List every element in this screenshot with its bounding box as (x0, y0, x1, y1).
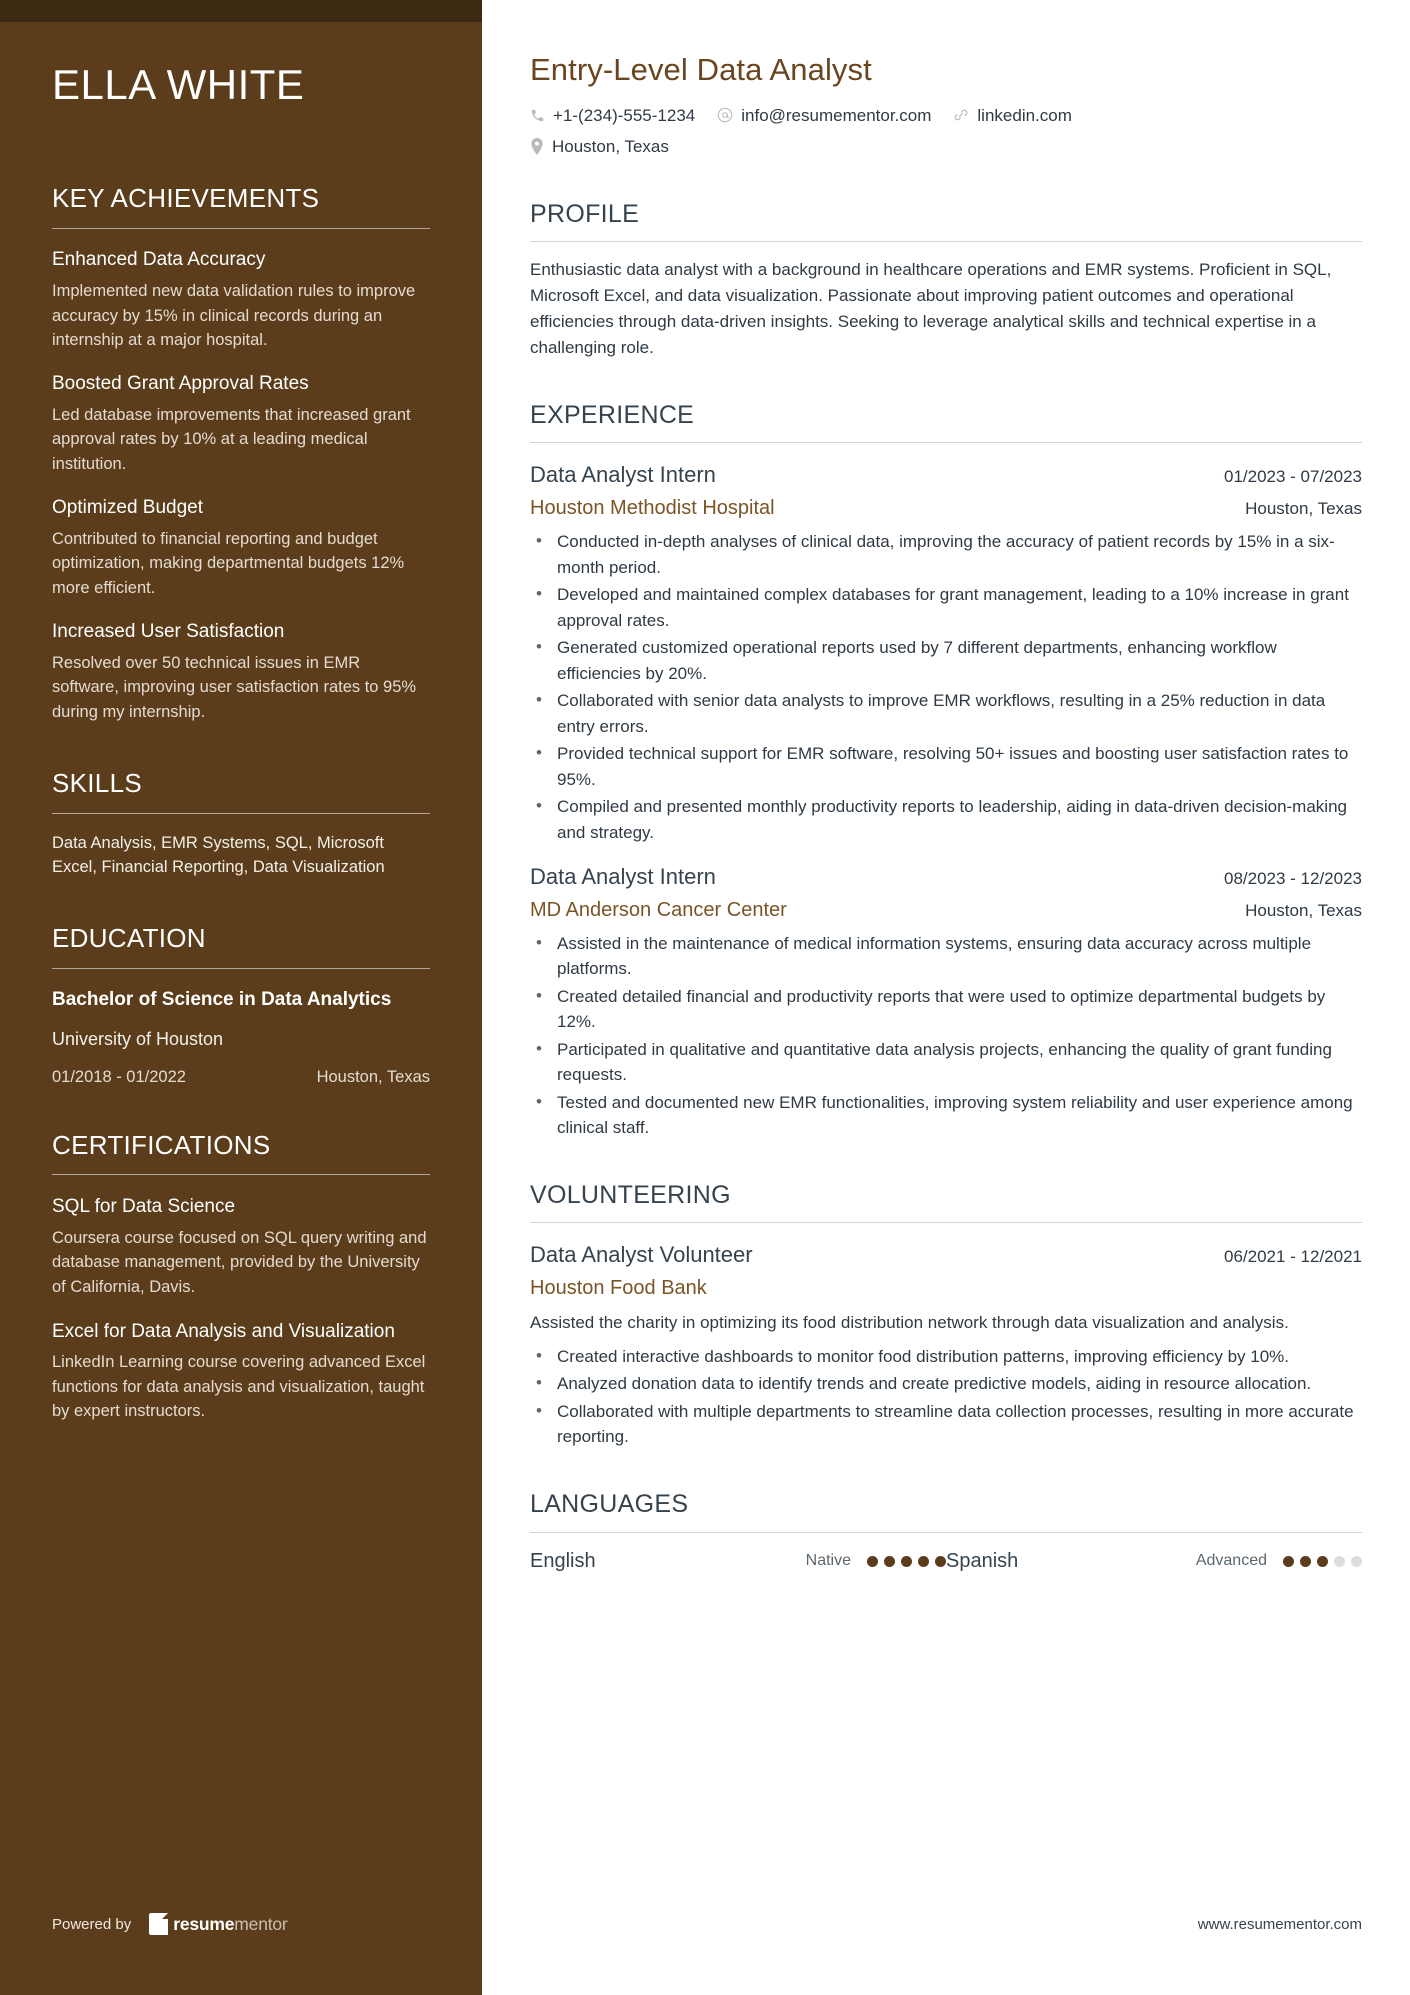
entry-dates: 01/2023 - 07/2023 (1223, 467, 1362, 487)
section-volunteering (530, 1181, 1362, 1450)
contact-link[interactable] (953, 103, 1072, 129)
entry-organization: Houston Food Bank (530, 1276, 707, 1299)
divider (530, 1222, 1362, 1223)
entry-subheader (530, 897, 1362, 923)
section-key-achievements (52, 184, 430, 725)
languages-heading: LANGUAGES (530, 1489, 689, 1518)
entry-role: Data Analyst Intern (530, 462, 716, 488)
bullet-item: • Assisted in the maintenance of medical information systems, ensuring data accuracy across multiple platforms. (530, 931, 1362, 982)
achievement-item (52, 248, 430, 353)
entry-subheader (530, 1275, 1362, 1301)
email-icon (717, 107, 733, 123)
entry-bullets (530, 931, 1362, 1141)
skills-list: Data Analysis, EMR Systems, SQL, Microsoft Excel, Financial Reporting, Data Visualization (52, 833, 385, 877)
certification-title: Excel for Data Analysis and Visualization (52, 1320, 395, 1342)
key-achievements-heading: KEY ACHIEVEMENTS (52, 183, 320, 214)
rating-dot-filled (884, 1556, 895, 1567)
bullet-item: • Developed and maintained complex databases for grant management, leading to a 10% increase in grant approval rates. (530, 582, 1362, 633)
language-level: Native (805, 1552, 851, 1570)
entry-organization: Houston Methodist Hospital (530, 497, 775, 520)
achievement-title: Boosted Grant Approval Rates (52, 373, 309, 395)
achievement-description: Led database improvements that increased grant approval rates by 10% at a leading medical institution. (52, 405, 411, 474)
sidebar-footer (52, 1913, 288, 1935)
education-location: Houston, Texas (316, 1067, 430, 1086)
main-content (482, 0, 1410, 1995)
logo-text-light: mentor (234, 1913, 288, 1934)
entry-dates: 06/2021 - 12/2021 (1223, 1247, 1362, 1267)
divider (530, 241, 1362, 242)
volunteering-heading: VOLUNTEERING (530, 1180, 731, 1209)
profile-heading: PROFILE (530, 199, 640, 228)
contact-location (530, 134, 1230, 160)
entry-location: Houston, Texas (1245, 900, 1362, 920)
bullet-item: • Compiled and presented monthly productivity reports to leadership, aiding in data-driven decision-making and strategy. (530, 794, 1362, 845)
contact-link-value: linkedin.com (977, 105, 1072, 125)
main-footer-website: www.resumementor.com (1197, 1916, 1362, 1933)
language-level: Advanced (1195, 1552, 1267, 1570)
certification-title: SQL for Data Science (52, 1196, 236, 1218)
bullet-item: • Generated customized operational reports used by 7 different departments, enhancing workflow efficiencies by 20%. (530, 635, 1362, 686)
divider (52, 968, 430, 969)
rating-dot-empty (1334, 1556, 1345, 1567)
link-icon (953, 107, 969, 123)
entry-dates: 08/2023 - 12/2023 (1223, 869, 1362, 889)
languages-row (530, 1550, 1362, 1573)
entry-bullets (530, 1344, 1362, 1450)
location-pin-icon (530, 138, 544, 155)
contact-phone-value: +1-(234)-555-1234 (553, 105, 696, 125)
certification-item (52, 1319, 430, 1424)
section-profile (530, 200, 1362, 361)
profile-text: Enthusiastic data analyst with a background in healthcare operations and EMR systems. Proficient in SQL, Microsoft Excel, and data visualization. Passionate about improving patient outcomes and operational efficiencies through data-driven insights. Seeking to leverage analytical skills and technical expertise in a challenging role. (530, 260, 1332, 357)
bullet-item: • Participated in qualitative and quantitative data analysis projects, enhancing the quality of grant funding requests. (530, 1037, 1362, 1088)
divider (52, 813, 430, 814)
contact-location-value: Houston, Texas (552, 137, 669, 157)
bullet-item: • Analyzed donation data to identify trends and create predictive models, aiding in resource allocation. (530, 1371, 1362, 1397)
certification-description: LinkedIn Learning course covering advanced Excel functions for data analysis and visualization, taught by expert instructors. (52, 1352, 426, 1421)
achievement-description: Implemented new data validation rules to improve accuracy by 15% in clinical records during an internship at a major hospital. (52, 281, 416, 350)
divider (530, 1532, 1362, 1533)
achievement-item (52, 496, 430, 601)
phone-icon (530, 108, 545, 123)
bullet-item: • Collaborated with senior data analysts to improve EMR workflows, resulting in a 25% reduction in data entry errors. (530, 688, 1362, 739)
divider (52, 228, 430, 229)
logo-text (173, 1914, 287, 1935)
entry-subheader (530, 495, 1362, 521)
entry-organization: MD Anderson Cancer Center (530, 898, 787, 921)
bullet-item: • Conducted in-depth analyses of clinical data, improving the accuracy of patient records by 15% in a six-month period. (530, 529, 1362, 580)
education-degree: Bachelor of Science in Data Analytics (52, 989, 392, 1011)
certifications-heading: CERTIFICATIONS (52, 1129, 271, 1160)
bullet-item: • Created interactive dashboards to monitor food distribution patterns, improving efficiency by 10%. (530, 1344, 1362, 1370)
entry-role: Data Analyst Volunteer (530, 1242, 753, 1268)
experience-entry (530, 461, 1362, 845)
language-rating-dots (1283, 1556, 1362, 1567)
rating-dot-filled (1283, 1556, 1294, 1567)
education-dates: 01/2018 - 01/2022 (52, 1067, 186, 1086)
entry-bullets (530, 529, 1362, 845)
achievement-title: Enhanced Data Accuracy (52, 249, 266, 271)
entry-header (530, 863, 1362, 892)
entry-summary: Assisted the charity in optimizing its food distribution network through data visualization and analysis. (530, 1312, 1289, 1332)
language-name: Spanish (946, 1549, 1019, 1572)
section-skills (52, 769, 430, 880)
rating-dot-filled (1317, 1556, 1328, 1567)
contact-email[interactable] (717, 103, 931, 129)
candidate-name: ELLA WHITE (52, 61, 305, 108)
section-education (52, 924, 430, 1086)
language-name: English (530, 1549, 596, 1572)
achievement-item (52, 620, 430, 725)
section-experience (530, 401, 1362, 1141)
entry-header (530, 461, 1362, 490)
education-school: University of Houston (52, 1029, 224, 1050)
contact-phone[interactable] (530, 103, 695, 129)
powered-by-label: Powered by (52, 1915, 132, 1933)
skills-heading: SKILLS (52, 767, 142, 798)
bullet-item: • Provided technical support for EMR software, resolving 50+ issues and boosting user satisfaction rates to 95%. (530, 741, 1362, 792)
bullet-item: • Collaborated with multiple departments to streamline data collection processes, resulting in more accurate reporting. (530, 1399, 1362, 1450)
achievement-title: Increased User Satisfaction (52, 620, 285, 642)
job-title: Entry-Level Data Analyst (530, 52, 872, 87)
contact-info (530, 103, 1230, 160)
education-meta (52, 1068, 430, 1087)
language-rating-dots (867, 1556, 946, 1567)
divider (530, 442, 1362, 443)
language-item (946, 1550, 1362, 1573)
bullet-item: • Tested and documented new EMR functionalities, improving system reliability and user experience among clinical staff. (530, 1090, 1362, 1141)
resumementor-logo (149, 1913, 287, 1935)
entry-role: Data Analyst Intern (530, 864, 716, 890)
folded-page-icon (149, 1913, 168, 1935)
rating-dot-filled (918, 1556, 929, 1567)
achievement-item (52, 372, 430, 477)
logo-text-bold: resume (173, 1913, 235, 1934)
volunteering-entry (530, 1241, 1362, 1449)
section-certifications (52, 1131, 430, 1425)
achievement-title: Optimized Budget (52, 496, 204, 518)
language-item (530, 1550, 946, 1573)
certification-item (52, 1194, 430, 1299)
contact-email-value: info@resumementor.com (741, 105, 932, 125)
entry-location: Houston, Texas (1245, 499, 1362, 519)
bullet-item: • Created detailed financial and productivity reports that were used to optimize departmental budgets by 12%. (530, 984, 1362, 1035)
achievement-description: Resolved over 50 technical issues in EMR software, improving user satisfaction rates to 95% during my internship. (52, 653, 417, 722)
entry-header (530, 1241, 1362, 1270)
experience-heading: EXPERIENCE (530, 400, 695, 429)
section-languages (530, 1490, 1362, 1573)
rating-dot-filled (935, 1556, 946, 1567)
achievement-description: Contributed to financial reporting and budget optimization, making departmental budgets 12% more efficient. (52, 529, 405, 598)
rating-dot-filled (901, 1556, 912, 1567)
sidebar (0, 0, 482, 1995)
sidebar-top-strip (0, 0, 482, 22)
education-heading: EDUCATION (52, 923, 206, 954)
rating-dot-filled (867, 1556, 878, 1567)
certification-description: Coursera course focused on SQL query writing and database management, provided by the University of California, Davis. (52, 1228, 427, 1297)
rating-dot-filled (1300, 1556, 1311, 1567)
divider (52, 1174, 430, 1175)
experience-entry (530, 863, 1362, 1141)
rating-dot-empty (1351, 1556, 1362, 1567)
